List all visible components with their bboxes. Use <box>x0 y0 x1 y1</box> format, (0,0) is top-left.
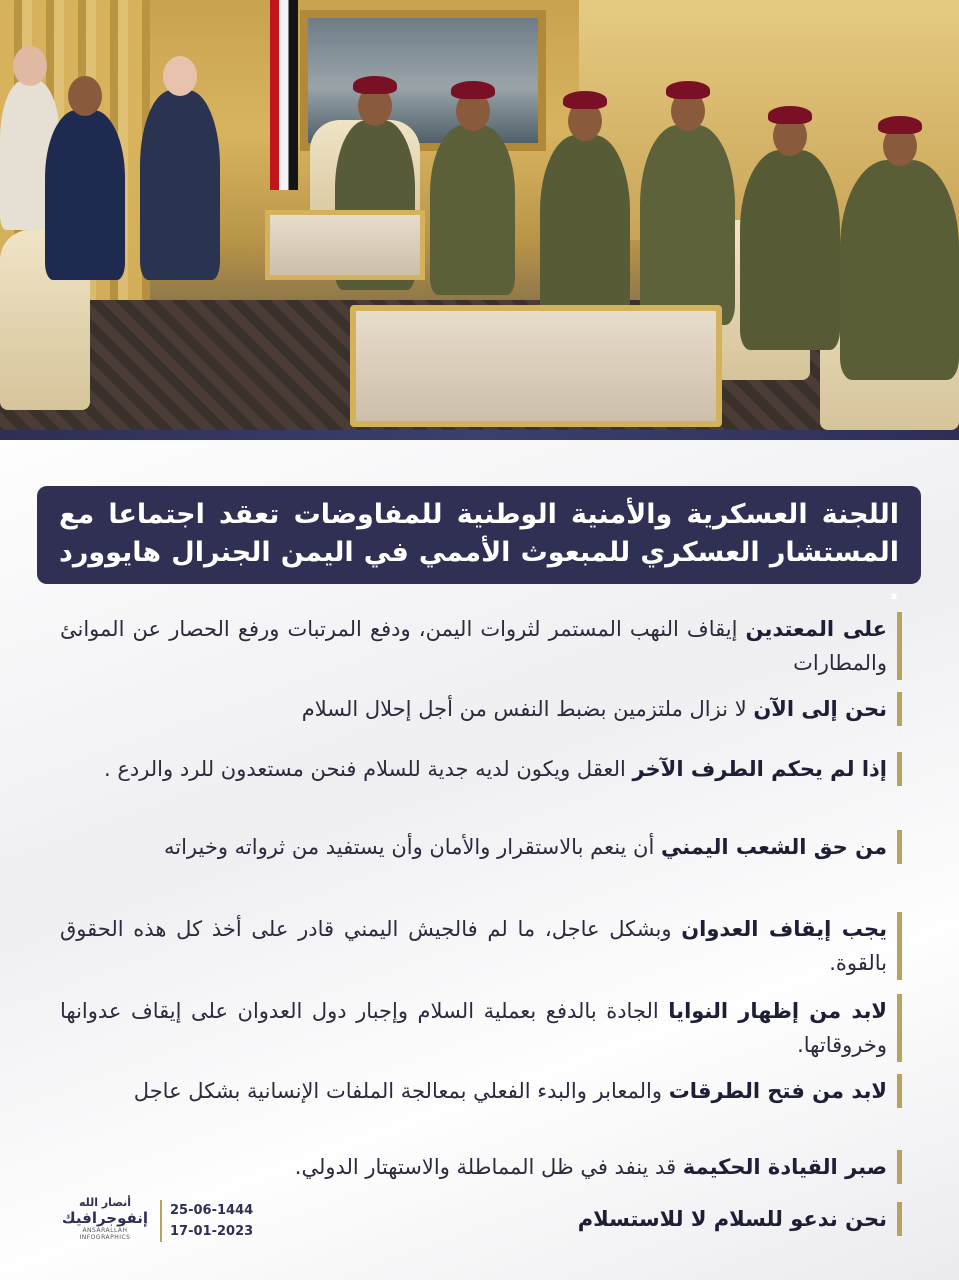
person-officer-5 <box>740 150 840 350</box>
point-text: العقل ويكون لديه جدية للسلام فنحن مستعدون للرد والردع . <box>103 757 633 781</box>
point-item <box>60 912 902 980</box>
headline-text: اللجنة العسكرية والأمنية الوطنية للمفاوضات تعقد اجتماعا مع المستشار العسكري للمبعوث الأممي في اليمن الجنرال هايوورد . <box>59 499 899 606</box>
infographic-logo <box>56 1196 154 1241</box>
date-gregorian: 17-01-2023 <box>170 1224 254 1239</box>
point-text: قد ينفد في ظل المماطلة والاستهتار الدولي. <box>294 1155 683 1179</box>
footer-divider <box>160 1200 162 1242</box>
point-text: الجادة بالدفع بعملية السلام وإجبار دول العدوان على إيقاف عدوانها وخروقاتها. <box>60 999 887 1057</box>
footer-dates <box>170 1200 253 1242</box>
point-lead: إذا لم يحكم الطرف الآخر <box>632 757 887 781</box>
point-item <box>60 612 902 680</box>
person-officer-4 <box>640 125 735 325</box>
logo-top-text: أنصار الله <box>78 1196 132 1209</box>
point-lead: لابد من إظهار النوايا <box>668 999 887 1023</box>
point-text: وبشكل عاجل، ما لم فالجيش اليمني قادر على أخذ كل هذه الحقوق بالقوة. <box>60 917 887 975</box>
point-lead: من حق الشعب اليمني <box>661 835 887 859</box>
point-lead: على المعتدين <box>745 617 887 641</box>
footer <box>56 1192 276 1252</box>
meeting-photo <box>0 0 959 440</box>
logo-sub-text: ANSARALLAH INFOGRAPHICS <box>79 1227 131 1241</box>
person-officer-2 <box>430 125 515 295</box>
point-item <box>60 830 902 864</box>
headline-box <box>37 486 921 606</box>
point-lead: نحن إلى الآن <box>753 697 887 721</box>
point-item <box>60 692 902 726</box>
photo-bottom-strip <box>0 430 959 440</box>
person-officer-3 <box>540 135 630 325</box>
logo-main-text: إنفوجرافيك <box>61 1209 149 1227</box>
side-table <box>265 210 425 280</box>
point-lead: نحن ندعو للسلام لا للاستسلام <box>577 1207 887 1231</box>
point-text: والمعابر والبدء الفعلي بمعالجة الملفات الإنسانية بشكل عاجل <box>133 1079 669 1103</box>
coffee-table <box>350 305 722 427</box>
point-text: لا نزال ملتزمين بضبط النفس من أجل إحلال السلام <box>301 697 754 721</box>
point-text: أن ينعم بالاستقرار والأمان وأن يستفيد من ثرواته وخيراته <box>163 835 661 859</box>
yemen-flag <box>270 0 298 190</box>
person-officer-6 <box>840 160 959 380</box>
person-civilian-2 <box>140 90 220 280</box>
point-lead: صبر القيادة الحكيمة <box>682 1155 887 1179</box>
point-item <box>60 1150 902 1184</box>
point-text: إيقاف النهب المستمر لثروات اليمن، ودفع المرتبات ورفع الحصار عن الموانئ والمطارات <box>60 617 887 675</box>
date-hijri: 25-06-1444 <box>170 1203 254 1218</box>
point-item <box>60 1074 902 1108</box>
point-lead: لابد من فتح الطرقات <box>668 1079 887 1103</box>
point-item <box>60 752 902 786</box>
point-item <box>60 994 902 1062</box>
person-civilian-1 <box>45 110 125 280</box>
point-lead: يجب إيقاف العدوان <box>681 917 887 941</box>
